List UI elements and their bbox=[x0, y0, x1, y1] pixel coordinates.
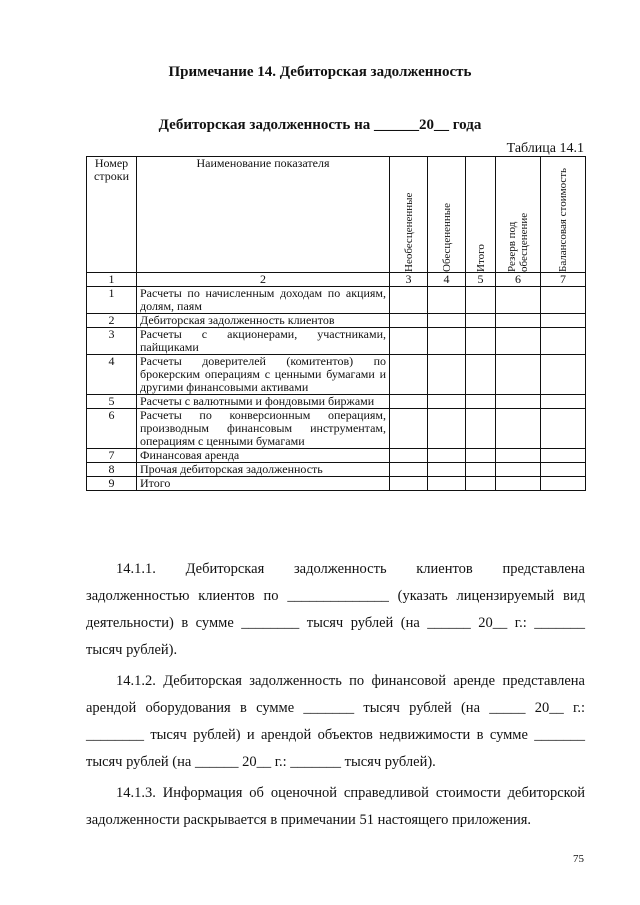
row-number: 1 bbox=[87, 287, 137, 314]
value-cell bbox=[428, 463, 466, 477]
column-index-row bbox=[87, 273, 586, 287]
table-header-row bbox=[87, 157, 586, 273]
value-cell bbox=[496, 463, 541, 477]
value-cell bbox=[541, 395, 586, 409]
value-cell bbox=[496, 328, 541, 355]
value-cell bbox=[541, 328, 586, 355]
value-cell bbox=[541, 355, 586, 395]
column-index-cell: 3 bbox=[390, 273, 428, 287]
row-name: Расчеты с валютными и фондовыми биржами bbox=[137, 395, 390, 409]
row-number: 9 bbox=[87, 477, 137, 491]
column-index-cell: 7 bbox=[541, 273, 586, 287]
value-cell bbox=[390, 449, 428, 463]
header-impairment-reserve-label: Резерв под обесценение bbox=[506, 212, 530, 272]
header-carrying-value-label: Балансовая стоимость bbox=[557, 167, 569, 272]
page-number: 75 bbox=[573, 853, 584, 865]
value-cell bbox=[541, 409, 586, 449]
table-row bbox=[87, 477, 586, 491]
value-cell bbox=[390, 463, 428, 477]
value-cell bbox=[428, 355, 466, 395]
value-cell bbox=[390, 328, 428, 355]
column-index-cell: 1 bbox=[87, 273, 137, 287]
row-name: Финансовая аренда bbox=[137, 449, 390, 463]
table-row bbox=[87, 449, 586, 463]
value-cell bbox=[390, 287, 428, 314]
paragraph-14-1-1: 14.1.1. Дебиторская задолженность клиентов представлена задолженностью клиентов по ______________ (указать лицензируемый вид деятельности) в сумме ________ тысяч рублей (на ______ 20__ г.: _______ тысяч рублей). bbox=[86, 561, 585, 658]
row-number: 7 bbox=[87, 449, 137, 463]
row-name: Расчеты по конверсионным операциям, производным финансовым инструментам, операциям с ценными бумагами bbox=[137, 409, 390, 449]
value-cell bbox=[390, 395, 428, 409]
row-name: Итого bbox=[137, 477, 390, 491]
value-cell bbox=[466, 355, 496, 395]
header-unimpaired-label: Необесцененные bbox=[402, 192, 415, 272]
table-row bbox=[87, 314, 586, 328]
value-cell bbox=[466, 409, 496, 449]
row-name: Расчеты с акционерами, участниками, пайщиками bbox=[137, 328, 390, 355]
value-cell bbox=[466, 395, 496, 409]
row-number: 3 bbox=[87, 328, 137, 355]
value-cell bbox=[466, 314, 496, 328]
table-row bbox=[87, 328, 586, 355]
table-row bbox=[87, 395, 586, 409]
value-cell bbox=[541, 287, 586, 314]
value-cell bbox=[390, 477, 428, 491]
value-cell bbox=[428, 449, 466, 463]
value-cell bbox=[541, 449, 586, 463]
row-number: 8 bbox=[87, 463, 137, 477]
row-number: 4 bbox=[87, 355, 137, 395]
column-index-cell: 5 bbox=[466, 273, 496, 287]
table-title: Дебиторская задолженность на ______20__ года bbox=[158, 117, 482, 133]
value-cell bbox=[390, 314, 428, 328]
table-row bbox=[87, 355, 586, 395]
row-name: Расчеты по начисленным доходам по акциям, долям, паям bbox=[137, 287, 390, 314]
value-cell bbox=[428, 409, 466, 449]
value-cell bbox=[466, 463, 496, 477]
value-cell bbox=[428, 287, 466, 314]
paragraph-14-1-3: 14.1.3. Информация об оценочной справедливой стоимости дебиторской задолженности раскрывается в примечании 51 настоящего приложения. bbox=[86, 785, 585, 828]
value-cell bbox=[496, 477, 541, 491]
value-cell bbox=[466, 328, 496, 355]
value-cell bbox=[496, 355, 541, 395]
table-row bbox=[87, 287, 586, 314]
row-name: Расчеты доверителей (комитентов) по брокерским операциям с ценными бумагами и другими финансовыми активами bbox=[137, 355, 390, 395]
table-label: Таблица 14.1 bbox=[506, 141, 584, 156]
value-cell bbox=[541, 463, 586, 477]
page-title: Примечание 14. Дебиторская задолженность bbox=[168, 64, 472, 80]
value-cell bbox=[496, 314, 541, 328]
header-row-number: Номер строки bbox=[87, 157, 137, 273]
receivables-table bbox=[86, 156, 586, 491]
header-impairment-reserve bbox=[496, 157, 541, 273]
value-cell bbox=[466, 449, 496, 463]
value-cell bbox=[496, 449, 541, 463]
row-number: 2 bbox=[87, 314, 137, 328]
row-name: Дебиторская задолженность клиентов bbox=[137, 314, 390, 328]
column-index-cell: 6 bbox=[496, 273, 541, 287]
header-carrying-value bbox=[541, 157, 586, 273]
notes-body bbox=[86, 556, 585, 838]
value-cell bbox=[466, 287, 496, 314]
table-row bbox=[87, 463, 586, 477]
value-cell bbox=[541, 477, 586, 491]
value-cell bbox=[466, 477, 496, 491]
value-cell bbox=[428, 477, 466, 491]
value-cell bbox=[496, 409, 541, 449]
header-unimpaired bbox=[390, 157, 428, 273]
table-row bbox=[87, 409, 586, 449]
value-cell bbox=[428, 328, 466, 355]
header-total bbox=[466, 157, 496, 273]
header-impaired-label: Обесцененные bbox=[440, 202, 453, 272]
column-index-cell: 4 bbox=[428, 273, 466, 287]
column-index-cell: 2 bbox=[137, 273, 390, 287]
value-cell bbox=[428, 395, 466, 409]
row-number: 5 bbox=[87, 395, 137, 409]
value-cell bbox=[496, 395, 541, 409]
value-cell bbox=[496, 287, 541, 314]
value-cell bbox=[390, 355, 428, 395]
value-cell bbox=[428, 314, 466, 328]
row-name: Прочая дебиторская задолженность bbox=[137, 463, 390, 477]
header-impaired bbox=[428, 157, 466, 273]
value-cell bbox=[541, 314, 586, 328]
paragraph-14-1-2: 14.1.2. Дебиторская задолженность по финансовой аренде представлена арендой оборудования в сумме _______ тысяч рублей (на _____ 20__ г.: ________ тысяч рублей) и арендой объектов недвижимости в сумме _______ тысяч рублей (на ______ 20__ г.: _______ тысяч рублей). bbox=[86, 673, 585, 770]
header-total-label: Итого bbox=[474, 244, 487, 272]
value-cell bbox=[390, 409, 428, 449]
header-indicator-name: Наименование показателя bbox=[137, 157, 390, 273]
row-number: 6 bbox=[87, 409, 137, 449]
